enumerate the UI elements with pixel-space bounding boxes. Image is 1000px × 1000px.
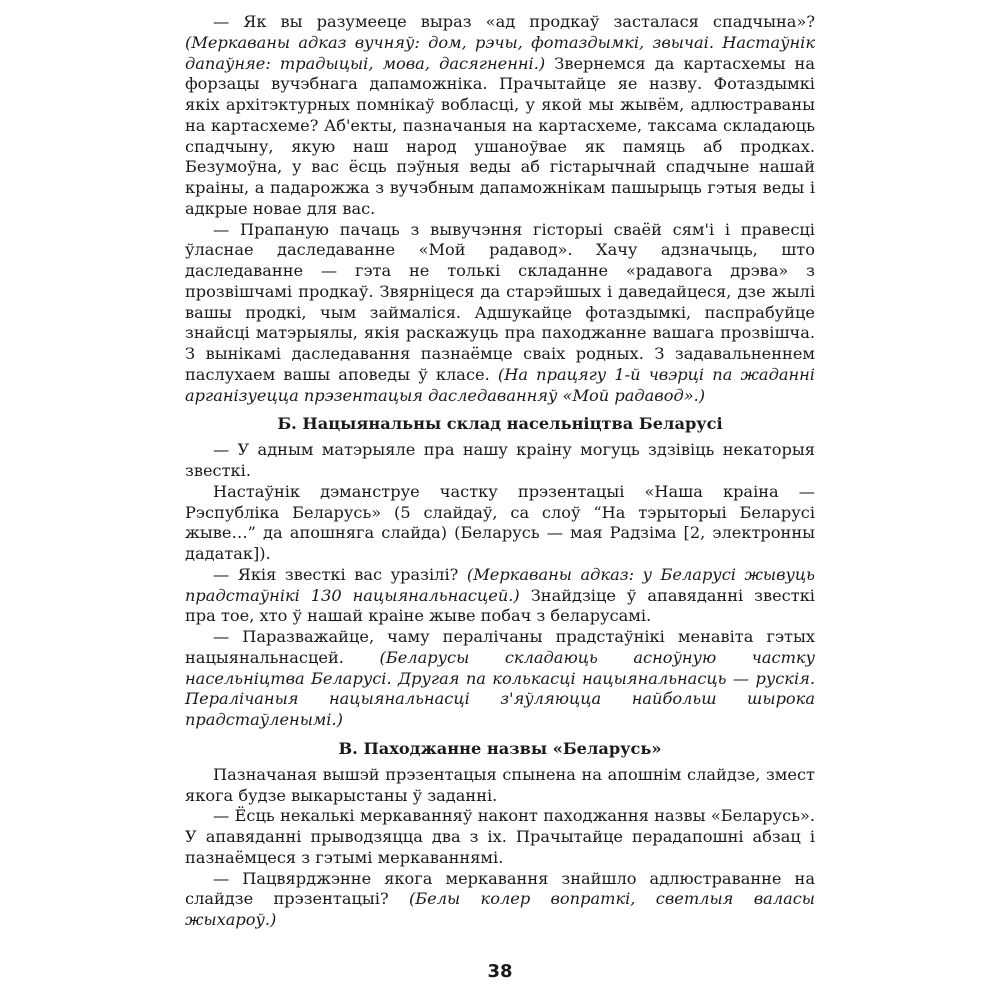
section-a-body [185, 12, 815, 406]
text-run: — Паразважайце, чаму пералічаны прадстаўнікі менавіта гэтых нацыянальнасцей. [185, 627, 815, 667]
text-run: Пазначаная вышэй прэзентацыя спынена на апошнім слайдзе, змест якога будзе выкарыстаны ў заданні. [185, 764, 815, 805]
paragraph [185, 869, 815, 931]
page-content [185, 12, 815, 931]
text-run: — Прапаную пачаць з вывучэння гісторыі сваёй сям'і і правесці ўласнае даследаванне «Мой радавод». Хачу адзначыць, што даследаванне — гэта не толькі складанне «радавога дрэва» з прозвішчамі продкаў. Звярніцеся да старэйшых і даведайцеся, дзе жылі вашы продкі, чым займаліся. Адшукайце фотаздымкі, паспрабуйце знайсці матэрыялы, якія раскажуць пра паходжанне вашага прозвішча. З вынікамі даследавання пазнаёмце сваіх родных. З задавальненнем паслухаем вашы аповеды ў класе. [185, 219, 815, 384]
text-run: — Якія звесткі вас уразілі? [213, 564, 467, 584]
paragraph [185, 806, 815, 868]
paragraph [185, 440, 815, 482]
italic-text-run: (На працягу 1-й чвэрці па жаданні арганізуецца прэзентацыя даследаванняў «Мой радавод».) [185, 364, 815, 405]
paragraph [185, 482, 815, 565]
section-b-body [185, 440, 815, 731]
paragraph [185, 12, 815, 220]
italic-text-run: (Меркаваны адказ вучняў: дом, рэчы, фотаздымкі, звычаі. Настаўнік дапаўняе: традыцыі, мова, дасягненні.) [185, 32, 815, 73]
text-run: — У адным матэрыяле пра нашу краіну могуць здзівіць некаторыя звесткі. [185, 440, 815, 480]
section-heading-b: Б. Нацыянальны склад насельніцтва Беларусі [277, 414, 723, 434]
section-c-body [185, 765, 815, 931]
text-run: — Пацвярджэнне якога меркавання знайшло адлюстраванне на слайдзе прэзентацыі? [185, 868, 815, 909]
text-run: Настаўнік дэманструе частку прэзентацыі «Наша краіна — Рэспубліка Беларусь» (5 слайдаў, са слоў “На тэрыторыі Беларусі жыве…” да апошняга слайда) (Беларусь — мая Радзіма [2, электронны дадатак]). [185, 481, 815, 563]
italic-text-run: (Белы колер вопраткі, светлыя валасы жыхароў.) [185, 889, 815, 929]
italic-text-run: (Меркаваны адказ: у Беларусі жывуць прадстаўнікі 130 нацыянальнасцей.) [185, 564, 815, 605]
text-run: Знайдзіце ў апавяданні звесткі пра тое, хто ў нашай краіне жыве побач з беларусамі. [185, 585, 815, 626]
paragraph [185, 220, 815, 407]
text-run: Звернемся да картасхемы на форзацы вучэбнага дапаможніка. Прачытайце яе назву. Фотаздымкі якіх архітэктурных помнікаў вобласці, у якой мы жывём, адлюстраваны на картасхеме? Аб'екты, пазначаныя на картасхеме, таксама складаюць спадчыну, якую наш народ ушаноўвае як памяць аб продках. Безумоўна, у вас ёсць пэўныя веды аб гістарычнай спадчыне нашай краіны, а падарожжа з вучэбным дапаможнікам пашырыць гэтыя веды і адкрые новае для вас. [185, 53, 815, 218]
paragraph [185, 627, 815, 731]
text-run: — Як вы разумееце выраз «ад продкаў засталася спадчына»? [213, 12, 815, 31]
text-run: — Ёсць некалькі меркаванняў наконт паходжання назвы «Беларусь». У апавяданні прыводзяцца два з іх. Прачытайце перадапошні абзац і пазнаёмцеся з гэтымі меркаваннямі. [185, 806, 815, 867]
section-heading-c: В. Паходжанне назвы «Беларусь» [338, 738, 662, 758]
paragraph [185, 565, 815, 627]
italic-text-run: (Беларусы складаюць асноўную частку насельніцтва Беларусі. Другая па колькасці нацыянальнасць — рускія. Пералічаныя нацыянальнасці з'яўляюцца найбольш шырока прадстаўленымі.) [185, 647, 815, 729]
paragraph [185, 765, 815, 807]
page-number: 38 [487, 961, 513, 982]
